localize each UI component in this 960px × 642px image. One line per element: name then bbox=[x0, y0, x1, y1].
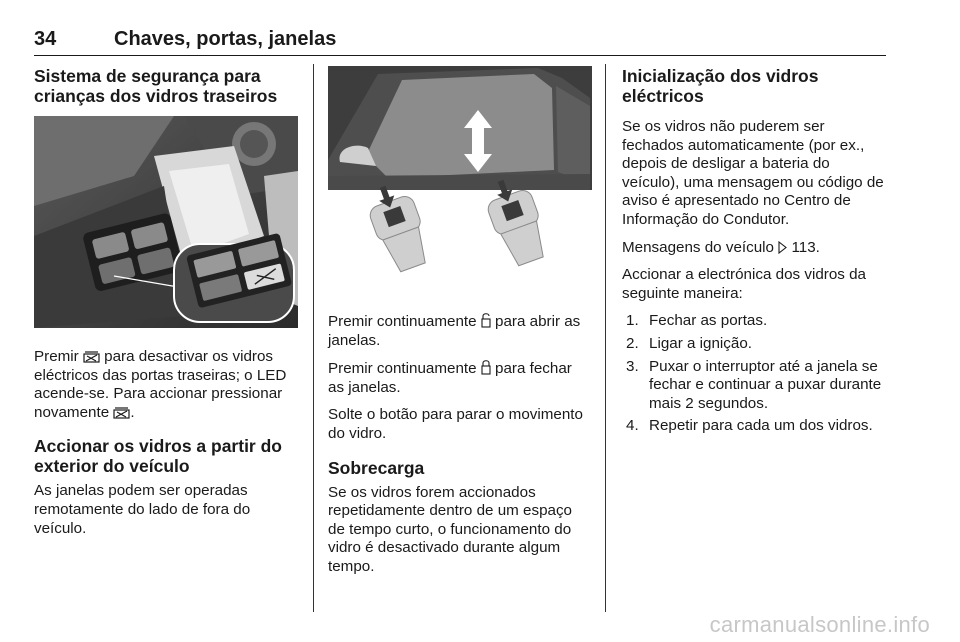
page-reference-arrow-icon bbox=[778, 241, 787, 254]
child-lock-paragraph: Premir para desactivar os vidros eléctricos das portas traseiras; o LED acende-se. Para accionar pressionar novamente . bbox=[34, 348, 287, 421]
stop-movement-paragraph: Solte o botão para parar o movimento do vidro. bbox=[328, 406, 583, 442]
child-lock-icon bbox=[83, 349, 100, 363]
procedure-intro: Accionar a electrónica dos vidros da seguinte maneira: bbox=[622, 266, 866, 302]
unlock-icon bbox=[481, 312, 491, 328]
initialization-paragraph: Se os vidros não puderem ser fechados automaticamente (por ex., depois de desligar a bateria do veículo), uma mensagem ou código de aviso é apresentado no Centro de Informação do Condutor. bbox=[622, 118, 884, 228]
procedure-steps bbox=[622, 312, 890, 436]
header-rule bbox=[34, 55, 886, 56]
list-item: 1. Fechar as portas. bbox=[626, 312, 768, 330]
vehicle-messages-reference: Mensagens do veículo 113. bbox=[622, 238, 820, 256]
list-item: 3. Puxar o interruptor até a janela se fechar e continuar a puxar durante mais 2 segundos. bbox=[626, 357, 882, 412]
page-number: 34 bbox=[34, 28, 57, 50]
window-switch-photo bbox=[34, 116, 298, 328]
remote-operation-heading: Accionar os vidros a partir do exterior do veículo bbox=[34, 436, 282, 477]
child-safety-heading: Sistema de segurança para crianças dos vidros traseiros bbox=[34, 66, 278, 106]
overload-heading: Sobrecarga bbox=[328, 457, 425, 478]
remote-operation-paragraph: As janelas podem ser operadas remotamente do lado de fora do veículo. bbox=[34, 482, 251, 537]
left-column bbox=[34, 66, 300, 547]
lock-icon bbox=[481, 359, 491, 375]
right-column bbox=[622, 66, 890, 440]
initialization-heading: Inicialização dos vidros eléctricos bbox=[622, 66, 819, 106]
column-divider-left bbox=[313, 64, 314, 612]
list-item: 4. Repetir para cada um dos vidros. bbox=[626, 417, 873, 435]
chapter-title: Chaves, portas, janelas bbox=[114, 28, 337, 50]
page-header bbox=[34, 22, 886, 52]
child-lock-icon bbox=[113, 405, 130, 419]
open-windows-paragraph: Premir continuamente para abrir as janelas. bbox=[328, 313, 581, 349]
column-divider-right bbox=[605, 64, 606, 612]
middle-column bbox=[328, 66, 592, 586]
overload-paragraph: Se os vidros forem accionados repetidamente dentro de um espaço de tempo curto, o funcionamento do vidro é desactivado durante algum tempo. bbox=[328, 483, 573, 575]
watermark: carmanualsonline.info bbox=[709, 612, 930, 637]
remote-key-window-illustration bbox=[328, 66, 592, 300]
list-item: 2. Ligar a ignição. bbox=[626, 334, 753, 352]
close-windows-paragraph: Premir continuamente para fechar as janelas. bbox=[328, 360, 572, 396]
